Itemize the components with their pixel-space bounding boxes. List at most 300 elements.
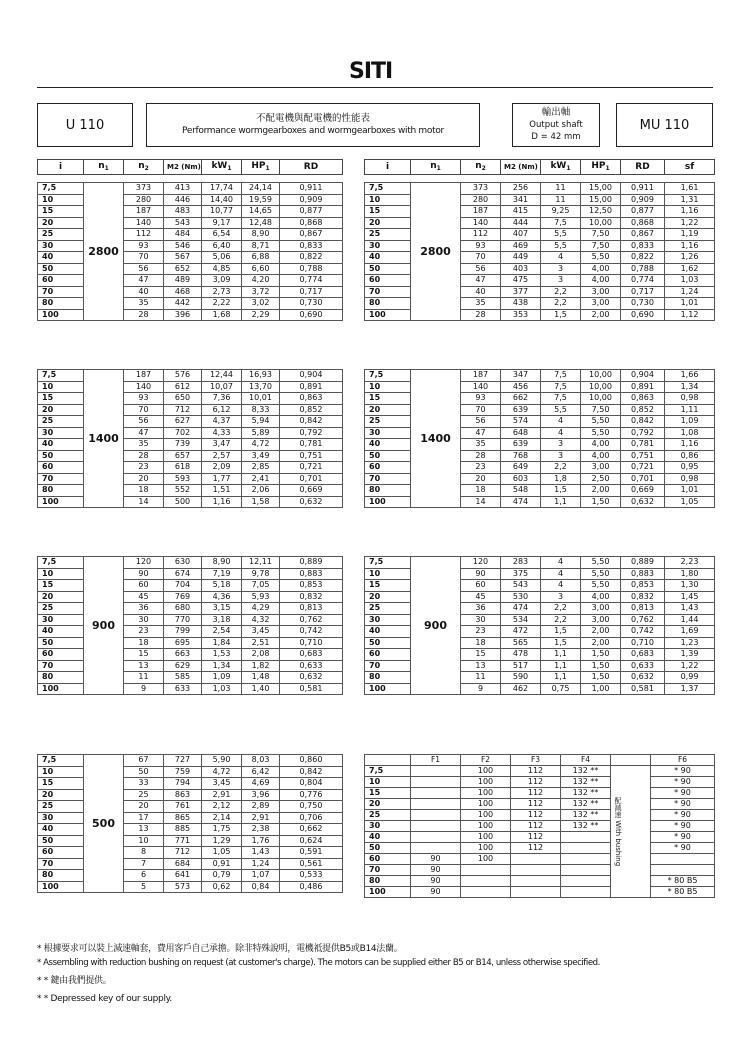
value-cell: 1,40 bbox=[242, 683, 280, 695]
flange-cell: 112 bbox=[511, 821, 561, 832]
value-cell: 15 bbox=[124, 649, 164, 661]
ratio-cell: 50 bbox=[365, 843, 411, 854]
table-row bbox=[38, 183, 343, 195]
value-cell: 770 bbox=[164, 614, 202, 626]
value-cell: 12,11 bbox=[242, 557, 280, 569]
flange-cell bbox=[411, 821, 461, 832]
value-cell: 1,5 bbox=[541, 485, 581, 497]
value-cell: 19,59 bbox=[242, 194, 280, 206]
value-cell: 0,788 bbox=[280, 263, 343, 275]
value-cell: 1,43 bbox=[665, 603, 715, 615]
flange-cell bbox=[411, 843, 461, 854]
value-cell: 256 bbox=[501, 183, 541, 195]
value-cell: 7,50 bbox=[581, 404, 621, 416]
flange-cell bbox=[411, 799, 461, 810]
right-table-2800 bbox=[364, 182, 715, 321]
flange-cell: * 80 B5 bbox=[651, 876, 715, 887]
right-model-title: MU 110 bbox=[639, 117, 690, 133]
value-cell: 8,03 bbox=[242, 755, 280, 767]
value-cell: 0,486 bbox=[280, 881, 343, 893]
ratio-cell: 100 bbox=[365, 887, 411, 898]
table-row bbox=[38, 485, 343, 497]
value-cell: 35 bbox=[124, 439, 164, 451]
ratio-cell: 15 bbox=[365, 788, 411, 799]
value-cell: 5 bbox=[124, 881, 164, 893]
value-cell: 0,669 bbox=[621, 485, 665, 497]
ratio-cell: 80 bbox=[365, 672, 411, 684]
bushing-en: With bushing bbox=[614, 817, 622, 867]
input-speed-cell: 1400 bbox=[411, 370, 461, 508]
value-cell: 1,5 bbox=[541, 637, 581, 649]
flange-cell: 132 ** bbox=[561, 766, 611, 777]
value-cell: 576 bbox=[164, 370, 202, 382]
flange-header: F6 bbox=[651, 755, 715, 766]
note-2-cn: * * 鍵由我們提供。 bbox=[37, 976, 112, 986]
value-cell: 695 bbox=[164, 637, 202, 649]
ratio-cell: 25 bbox=[38, 603, 84, 615]
ratio-cell: 15 bbox=[38, 393, 84, 405]
value-cell: 0,867 bbox=[621, 229, 665, 241]
header-i: i bbox=[38, 160, 84, 175]
flange-cell bbox=[511, 865, 561, 876]
value-cell: 112 bbox=[124, 229, 164, 241]
value-cell: 0,868 bbox=[280, 217, 343, 229]
flange-cell bbox=[561, 865, 611, 876]
value-cell: 1,09 bbox=[202, 672, 242, 684]
value-cell: 3 bbox=[541, 439, 581, 451]
flange-cell bbox=[561, 843, 611, 854]
value-cell: 1,22 bbox=[665, 660, 715, 672]
value-cell: 548 bbox=[501, 485, 541, 497]
value-cell: 1,23 bbox=[665, 637, 715, 649]
value-cell: 0,632 bbox=[621, 496, 665, 508]
flange-cell: 112 bbox=[511, 843, 561, 854]
flange-table bbox=[364, 754, 715, 898]
value-cell: 17 bbox=[124, 812, 164, 824]
ratio-cell: 40 bbox=[365, 439, 411, 451]
table-row bbox=[38, 439, 343, 451]
value-cell: 469 bbox=[501, 240, 541, 252]
header-rd: RD bbox=[280, 160, 343, 175]
value-cell: 11 bbox=[461, 672, 501, 684]
value-cell: 0,853 bbox=[280, 580, 343, 592]
value-cell: 627 bbox=[164, 416, 202, 428]
ratio-cell: 30 bbox=[38, 240, 84, 252]
value-cell: 0,706 bbox=[280, 812, 343, 824]
value-cell: 10,77 bbox=[202, 206, 242, 218]
value-cell: 0,683 bbox=[621, 649, 665, 661]
flange-cell bbox=[461, 876, 511, 887]
flange-cell: 132 ** bbox=[561, 799, 611, 810]
flange-cell bbox=[411, 766, 461, 777]
ratio-cell: 7,5 bbox=[365, 370, 411, 382]
table-row bbox=[38, 370, 343, 382]
value-cell: 3,00 bbox=[581, 462, 621, 474]
value-cell: 2,57 bbox=[202, 450, 242, 462]
value-cell: 3,02 bbox=[242, 298, 280, 310]
value-cell: 10,00 bbox=[581, 381, 621, 393]
flange-cell: 112 bbox=[511, 832, 561, 843]
value-cell: 5,50 bbox=[581, 416, 621, 428]
flange-cell bbox=[561, 832, 611, 843]
value-cell: 1,31 bbox=[665, 194, 715, 206]
ratio-cell: 30 bbox=[365, 821, 411, 832]
ratio-cell: 10 bbox=[365, 194, 411, 206]
value-cell: 2,73 bbox=[202, 286, 242, 298]
ratio-cell: 100 bbox=[365, 683, 411, 695]
ratio-cell: 20 bbox=[365, 404, 411, 416]
value-cell: 2,09 bbox=[202, 462, 242, 474]
value-cell: 449 bbox=[501, 252, 541, 264]
table-row bbox=[38, 672, 343, 684]
value-cell: 14,65 bbox=[242, 206, 280, 218]
value-cell: 0,710 bbox=[280, 637, 343, 649]
header-n1: $n_1$ bbox=[411, 160, 461, 175]
value-cell: 1,16 bbox=[202, 496, 242, 508]
ratio-cell: 20 bbox=[365, 799, 411, 810]
ratio-cell: 70 bbox=[38, 473, 84, 485]
value-cell: 28 bbox=[124, 450, 164, 462]
value-cell: 40 bbox=[461, 286, 501, 298]
value-cell: 56 bbox=[461, 416, 501, 428]
value-cell: 1,08 bbox=[665, 427, 715, 439]
value-cell: 7,05 bbox=[242, 580, 280, 592]
value-cell: 13 bbox=[461, 660, 501, 672]
value-cell: 56 bbox=[124, 416, 164, 428]
value-cell: 2,14 bbox=[202, 812, 242, 824]
value-cell: 739 bbox=[164, 439, 202, 451]
value-cell: 396 bbox=[164, 309, 202, 321]
value-cell: 373 bbox=[124, 183, 164, 195]
flange-cell: 112 bbox=[511, 777, 561, 788]
flange-cell: 132 ** bbox=[561, 810, 611, 821]
value-cell: 663 bbox=[164, 649, 202, 661]
value-cell: 3 bbox=[541, 275, 581, 287]
value-cell: 6,54 bbox=[202, 229, 242, 241]
value-cell: 13 bbox=[124, 824, 164, 836]
value-cell: 7,5 bbox=[541, 217, 581, 229]
value-cell: 0,842 bbox=[280, 416, 343, 428]
value-cell: 0,710 bbox=[621, 637, 665, 649]
table-row bbox=[38, 870, 343, 882]
value-cell: 7,36 bbox=[202, 393, 242, 405]
value-cell: 0,774 bbox=[621, 275, 665, 287]
flange-cell bbox=[461, 865, 511, 876]
value-cell: 1,5 bbox=[541, 626, 581, 638]
flange-row bbox=[365, 843, 715, 854]
table-row bbox=[38, 416, 343, 428]
value-cell: 865 bbox=[164, 812, 202, 824]
table-row bbox=[38, 298, 343, 310]
ratio-cell: 25 bbox=[38, 229, 84, 241]
table-row bbox=[38, 473, 343, 485]
value-cell: 1,26 bbox=[665, 252, 715, 264]
value-cell: 2,00 bbox=[581, 637, 621, 649]
value-cell: 0,762 bbox=[280, 614, 343, 626]
ratio-cell: 70 bbox=[365, 473, 411, 485]
flange-cell bbox=[511, 854, 561, 865]
value-cell: 630 bbox=[164, 557, 202, 569]
value-cell: 1,03 bbox=[665, 275, 715, 287]
value-cell: 35 bbox=[124, 298, 164, 310]
bushing-label bbox=[614, 797, 622, 866]
ratio-cell: 60 bbox=[365, 854, 411, 865]
flange-cell: 132 ** bbox=[561, 777, 611, 788]
value-cell: 438 bbox=[501, 298, 541, 310]
value-cell: 0,742 bbox=[280, 626, 343, 638]
flange-blank bbox=[365, 755, 411, 766]
value-cell: 472 bbox=[501, 626, 541, 638]
table-row bbox=[365, 370, 715, 382]
value-cell: 140 bbox=[124, 217, 164, 229]
value-cell: 23 bbox=[124, 626, 164, 638]
ratio-cell: 50 bbox=[38, 450, 84, 462]
table-row bbox=[38, 404, 343, 416]
value-cell: 0,533 bbox=[280, 870, 343, 882]
value-cell: 1,50 bbox=[581, 649, 621, 661]
value-cell: 0,99 bbox=[665, 672, 715, 684]
value-cell: 475 bbox=[501, 275, 541, 287]
flange-cell: * 90 bbox=[651, 799, 715, 810]
ratio-cell: 30 bbox=[365, 614, 411, 626]
value-cell: 0,860 bbox=[280, 755, 343, 767]
value-cell: 187 bbox=[461, 370, 501, 382]
value-cell: 120 bbox=[461, 557, 501, 569]
value-cell: 1,39 bbox=[665, 649, 715, 661]
value-cell: 18 bbox=[124, 485, 164, 497]
value-cell: 0,832 bbox=[621, 591, 665, 603]
value-cell: 474 bbox=[501, 496, 541, 508]
value-cell: 9,25 bbox=[541, 206, 581, 218]
value-cell: 20 bbox=[124, 801, 164, 813]
header-n2: $n_2$ bbox=[124, 160, 164, 175]
value-cell: 4,69 bbox=[242, 778, 280, 790]
flange-cell: 132 ** bbox=[561, 788, 611, 799]
value-cell: 3,00 bbox=[581, 286, 621, 298]
value-cell: 5,5 bbox=[541, 240, 581, 252]
notes bbox=[37, 943, 737, 1011]
ratio-cell: 25 bbox=[365, 229, 411, 241]
value-cell: 4,33 bbox=[202, 427, 242, 439]
value-cell: 3 bbox=[541, 591, 581, 603]
input-speed-cell: 2800 bbox=[411, 183, 461, 321]
value-cell: 2,23 bbox=[665, 557, 715, 569]
ratio-cell: 70 bbox=[38, 858, 84, 870]
value-cell: 462 bbox=[501, 683, 541, 695]
value-cell: 4,32 bbox=[242, 614, 280, 626]
ratio-cell: 15 bbox=[365, 206, 411, 218]
ratio-cell: 50 bbox=[365, 637, 411, 649]
value-cell: 534 bbox=[501, 614, 541, 626]
right-table-1400 bbox=[364, 369, 715, 508]
value-cell: 10,00 bbox=[581, 393, 621, 405]
ratio-cell: 70 bbox=[38, 660, 84, 672]
value-cell: 680 bbox=[164, 603, 202, 615]
value-cell: 18 bbox=[124, 637, 164, 649]
value-cell: 1,34 bbox=[665, 381, 715, 393]
ratio-cell: 50 bbox=[38, 835, 84, 847]
value-cell: 0,84 bbox=[242, 881, 280, 893]
value-cell: 1,16 bbox=[665, 240, 715, 252]
value-cell: 2,08 bbox=[242, 649, 280, 661]
value-cell: 759 bbox=[164, 766, 202, 778]
table-row bbox=[38, 591, 343, 603]
ratio-cell: 40 bbox=[38, 439, 84, 451]
value-cell: 70 bbox=[461, 404, 501, 416]
ratio-cell: 60 bbox=[365, 462, 411, 474]
value-cell: 0,762 bbox=[621, 614, 665, 626]
value-cell: 641 bbox=[164, 870, 202, 882]
value-cell: 3,09 bbox=[202, 275, 242, 287]
value-cell: 6,12 bbox=[202, 404, 242, 416]
value-cell: 8 bbox=[124, 847, 164, 859]
flange-cell: 100 bbox=[461, 821, 511, 832]
flange-cell: 100 bbox=[461, 777, 511, 788]
value-cell: 70 bbox=[461, 252, 501, 264]
ratio-cell: 30 bbox=[365, 240, 411, 252]
value-cell: 1,53 bbox=[202, 649, 242, 661]
value-cell: 4 bbox=[541, 580, 581, 592]
value-cell: 1,82 bbox=[242, 660, 280, 672]
header-kw1: $kW_1$ bbox=[202, 160, 242, 175]
shaft-en: Output shaft bbox=[529, 120, 583, 130]
ratio-cell: 100 bbox=[365, 309, 411, 321]
value-cell: 0,717 bbox=[621, 286, 665, 298]
ratio-cell: 20 bbox=[38, 789, 84, 801]
ratio-cell: 7,5 bbox=[365, 557, 411, 569]
table-row bbox=[38, 755, 343, 767]
value-cell: 0,632 bbox=[280, 496, 343, 508]
shaft-box bbox=[512, 103, 600, 147]
ratio-cell: 70 bbox=[365, 865, 411, 876]
value-cell: 1,1 bbox=[541, 496, 581, 508]
shaft-cn: 輸出軸 bbox=[541, 107, 571, 118]
value-cell: 3,47 bbox=[202, 439, 242, 451]
table-row bbox=[38, 649, 343, 661]
ratio-cell: 80 bbox=[38, 485, 84, 497]
value-cell: 567 bbox=[164, 252, 202, 264]
flange-blank bbox=[611, 755, 651, 766]
input-speed-cell: 2800 bbox=[84, 183, 124, 321]
ratio-cell: 15 bbox=[38, 580, 84, 592]
ratio-cell: 20 bbox=[365, 591, 411, 603]
value-cell: 1,1 bbox=[541, 660, 581, 672]
value-cell: 2,06 bbox=[242, 485, 280, 497]
flange-header-row bbox=[365, 755, 715, 766]
value-cell: 543 bbox=[164, 217, 202, 229]
flange-cell: 100 bbox=[461, 854, 511, 865]
flange-cell: 100 bbox=[461, 810, 511, 821]
value-cell: 4,72 bbox=[242, 439, 280, 451]
header-row bbox=[38, 160, 343, 175]
ratio-cell: 15 bbox=[38, 206, 84, 218]
table-row bbox=[38, 801, 343, 813]
left-model-box bbox=[37, 103, 133, 147]
value-cell: 1,50 bbox=[581, 672, 621, 684]
value-cell: 1,58 bbox=[242, 496, 280, 508]
value-cell: 4,37 bbox=[202, 416, 242, 428]
value-cell: 18 bbox=[461, 637, 501, 649]
value-cell: 4 bbox=[541, 427, 581, 439]
table-row bbox=[38, 637, 343, 649]
value-cell: 0,911 bbox=[280, 183, 343, 195]
value-cell: 280 bbox=[124, 194, 164, 206]
table-row bbox=[38, 229, 343, 241]
value-cell: 0,632 bbox=[280, 672, 343, 684]
value-cell: 794 bbox=[164, 778, 202, 790]
table-row bbox=[38, 462, 343, 474]
value-cell: 0,852 bbox=[621, 404, 665, 416]
flange-cell: 90 bbox=[411, 876, 461, 887]
table-row bbox=[38, 660, 343, 672]
value-cell: 4,00 bbox=[581, 591, 621, 603]
table-row bbox=[38, 778, 343, 790]
value-cell: 0,788 bbox=[621, 263, 665, 275]
ratio-cell: 100 bbox=[365, 496, 411, 508]
note-2-en: * * Depressed key of our supply. bbox=[37, 994, 172, 1004]
flange-cell bbox=[511, 887, 561, 898]
value-cell: 456 bbox=[501, 381, 541, 393]
value-cell: 13 bbox=[124, 660, 164, 672]
ratio-cell: 15 bbox=[365, 393, 411, 405]
table-row bbox=[38, 286, 343, 298]
value-cell: 552 bbox=[164, 485, 202, 497]
value-cell: 413 bbox=[164, 183, 202, 195]
value-cell: 14 bbox=[124, 496, 164, 508]
value-cell: 5,50 bbox=[581, 568, 621, 580]
value-cell: 0,781 bbox=[621, 439, 665, 451]
value-cell: 67 bbox=[124, 755, 164, 767]
right-header-table bbox=[364, 159, 715, 175]
value-cell: 7,5 bbox=[541, 381, 581, 393]
value-cell: 1,5 bbox=[541, 309, 581, 321]
ratio-cell: 100 bbox=[38, 309, 84, 321]
value-cell: 1,50 bbox=[581, 660, 621, 672]
value-cell: 1,16 bbox=[665, 206, 715, 218]
value-cell: 4 bbox=[541, 557, 581, 569]
value-cell: 7 bbox=[124, 858, 164, 870]
ratio-cell: 7,5 bbox=[365, 183, 411, 195]
ratio-cell: 7,5 bbox=[365, 766, 411, 777]
value-cell: 0,690 bbox=[621, 309, 665, 321]
value-cell: 45 bbox=[461, 591, 501, 603]
value-cell: 2,29 bbox=[242, 309, 280, 321]
value-cell: 6,88 bbox=[242, 252, 280, 264]
value-cell: 7,50 bbox=[581, 240, 621, 252]
table-row bbox=[38, 766, 343, 778]
value-cell: 4,29 bbox=[242, 603, 280, 615]
bushing-cell bbox=[611, 766, 651, 898]
flange-cell: 112 bbox=[511, 799, 561, 810]
flange-cell bbox=[651, 854, 715, 865]
value-cell: 0,891 bbox=[621, 381, 665, 393]
value-cell: 2,2 bbox=[541, 603, 581, 615]
flange-cell bbox=[651, 865, 715, 876]
value-cell: 0,624 bbox=[280, 835, 343, 847]
value-cell: 70 bbox=[124, 252, 164, 264]
value-cell: 4,85 bbox=[202, 263, 242, 275]
header-m2nm: M2 (Nm) bbox=[164, 160, 202, 175]
table-row bbox=[38, 252, 343, 264]
flange-cell bbox=[411, 788, 461, 799]
value-cell: 2,41 bbox=[242, 473, 280, 485]
value-cell: 10,01 bbox=[242, 393, 280, 405]
value-cell: 1,51 bbox=[202, 485, 242, 497]
value-cell: 1,1 bbox=[541, 672, 581, 684]
table-row bbox=[38, 824, 343, 836]
value-cell: 650 bbox=[164, 393, 202, 405]
value-cell: 140 bbox=[461, 381, 501, 393]
